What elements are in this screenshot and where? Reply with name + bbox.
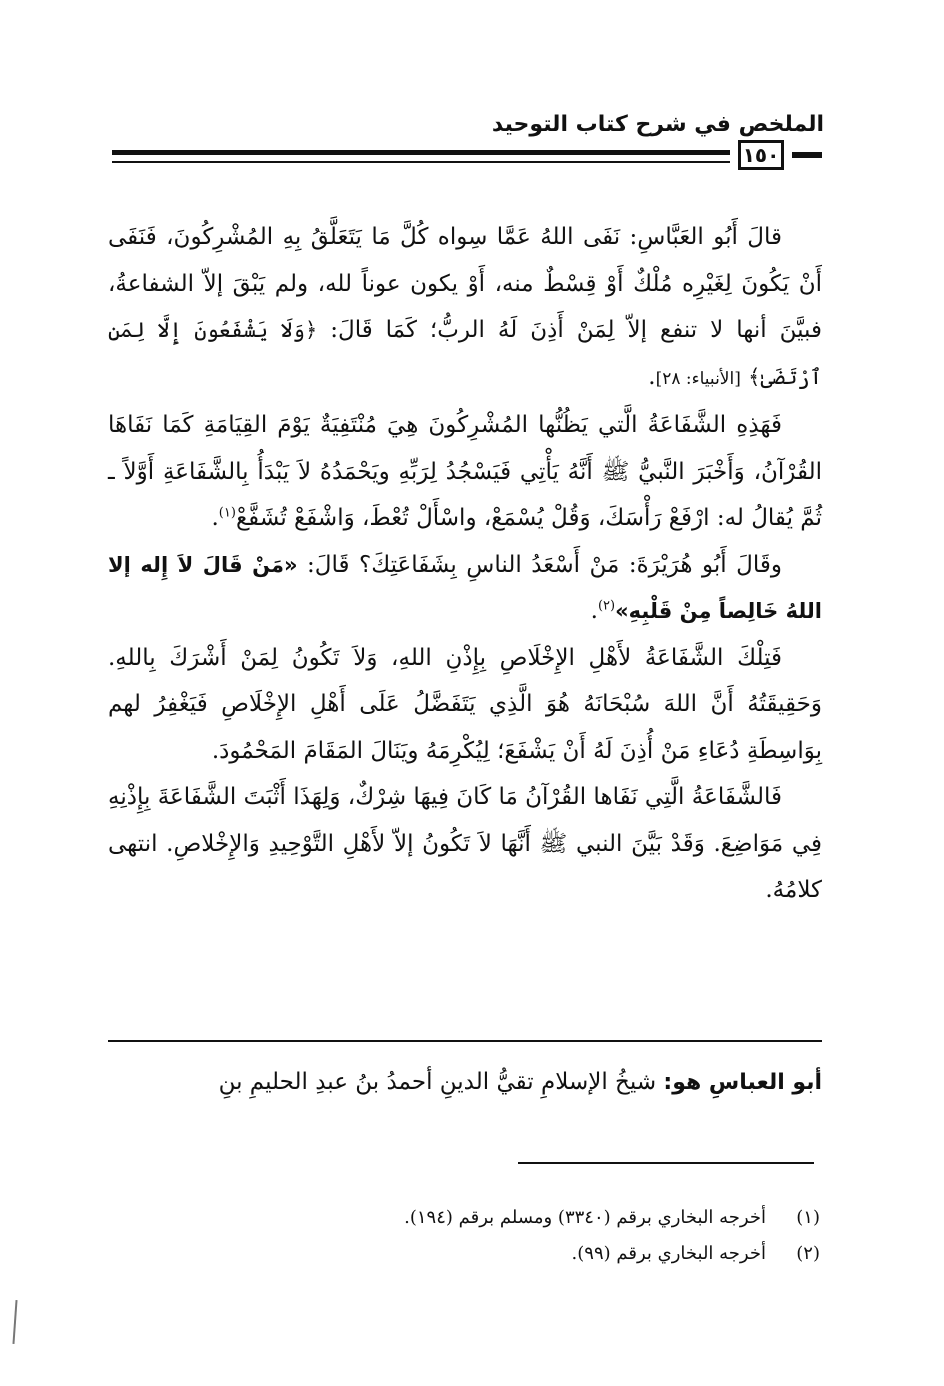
page-number-box [738, 140, 784, 170]
footnote-text: أخرجه البخاري برقم (٣٣٤٠) ومسلم برقم (١٩٤). [404, 1207, 766, 1228]
paragraph-1-end: . [648, 363, 656, 390]
page-number-tail-rule [792, 152, 822, 158]
biography-note [108, 1062, 822, 1103]
footnote-item [300, 1236, 820, 1272]
footnote-number: (٢) [796, 1243, 820, 1264]
footnote-ref-1[interactable]: (١) [218, 505, 236, 521]
paragraph-1 [108, 214, 822, 402]
paragraph-3-end: . [590, 598, 598, 624]
footnotes [300, 1200, 820, 1272]
biography-text: شيخُ الإسلامِ تقيُّ الدينِ أحمدُ بنُ عبدِ الحليمِ بنِ [218, 1069, 657, 1095]
paragraph-5 [108, 774, 822, 914]
running-header-title: الملخص في شرح كتاب التوحيد [491, 112, 824, 137]
paragraph-1-text: قالَ أَبُو العَبَّاسِ: نَفَى اللهُ عَمَّا سِواه كُلَّ مَا يَتَعَلَّقُ بِهِ المُشْرِكُونَ، فَنَفَى أَنْ يَكُونَ لِغَيْرِه مُلْكٌ أَوْ قِسْطٌ منه، أَوْ يكون عوناً لله، ولم يَبْقَ إلاّ الشفاعةُ، فبيَّنَ أنها لا تنفع إلاّ لِمَنْ أَذِنَ لَهُ الربُّ؛ كَمَا قَالَ: [108, 224, 822, 343]
scan-margin-mark [12, 1300, 17, 1344]
header-rule-thin [112, 161, 730, 163]
verse-reference: [الأنبياء: ٢٨] [655, 368, 741, 389]
footnote-number: (١) [796, 1207, 820, 1228]
page-number: ١٥٠ [742, 143, 780, 167]
footnote-ref-2[interactable]: (٢) [597, 598, 616, 614]
main-text [108, 214, 822, 914]
paragraph-3-text: وقَالَ أَبُو هُرَيْرَةَ: مَنْ أَسْعَدُ الناسِ بِشَفَاعَتِكَ؟ قَالَ: [307, 551, 783, 578]
paragraph-3 [108, 542, 822, 635]
footnote-separator [518, 1162, 814, 1164]
header-rule-thick [112, 150, 730, 155]
footnote-item [300, 1200, 820, 1236]
paragraph-2 [108, 402, 822, 542]
quran-verse: ﴿وَلَا يَشْفَعُونَ إِلَّا لِمَنِ ٱرْتَضَىٰ﴾ [108, 318, 822, 389]
paragraph-4 [108, 635, 822, 775]
paragraph-5-text: فَالشَّفَاعَةُ الَّتِي نَفَاها القُرْآنُ مَا كَانَ فِيهَا شِرْكٌ، وَلِهَذَا أَثْبَتَ الشَّفَاعَةَ بِإِذْنِهِ فِي مَوَاضِعَ. وَقَدْ بَيَّنَ النبي ﷺ أَنَّهَا لاَ تَكُونُ إلاّ لأَهْلِ التَّوْحِيدِ وَالإِخْلاصِ. انتهى كلامُهُ. [108, 784, 822, 903]
biography-lead: أبو العباسِ هو: [663, 1070, 822, 1095]
biography-separator [108, 1040, 822, 1042]
paragraph-4-text: فَتِلْكَ الشَّفَاعَةُ لأَهْلِ الإِخْلَاصِ بِإِذْنِ اللهِ، وَلاَ تَكُونُ لِمَنْ أَشْرَكَ بِاللهِ. وَحَقِيقَتُهُ أَنَّ اللهَ سُبْحَانَهُ هُوَ الَّذِي يَتَفَضَّلُ عَلَى أَهْلِ الإِخْلَاصِ فَيَغْفِرُ لهم بِوَاسِطَةِ دُعَاءِ مَنْ أُذِنَ لَهُ أَنْ يَشْفَعَ؛ لِيُكْرِمَهُ ويَنَالَ المَقَامَ المَحْمُودَ. [108, 644, 822, 764]
paragraph-2-end: . [211, 505, 219, 531]
footnote-text: أخرجه البخاري برقم (٩٩). [571, 1243, 766, 1264]
paragraph-2-text: فَهَذِهِ الشَّفَاعَةُ الَّتي يَظُنُّها المُشْرِكُونَ هِيَ مُنْتَفِيَةٌ يَوْمَ القِيَامَةِ كَمَا نَفَاهَا القُرْآنُ، وَأَخْبَرَ النَّبيُّ ﷺ أَنَّهُ يَأْتِي فَيَسْجُدُ لِرَبِّهِ ويَحْمَدُهُ لاَ يَبْدَأُ بِالشَّفَاعَةِ أَوَّلاً ـ ثُمَّ يُقالُ له: ارْفَعْ رَأْسَكَ، وَقُلْ يُسْمَعْ، واسْأَلْ تُعْطَ، وَاشْفَعْ تُشَفَّعْ [108, 412, 822, 531]
hadith-quote: «مَنْ قَالَ لاَ إِله إلا اللهُ خَالِصاً مِنْ قَلْبِهِ» [108, 552, 822, 623]
